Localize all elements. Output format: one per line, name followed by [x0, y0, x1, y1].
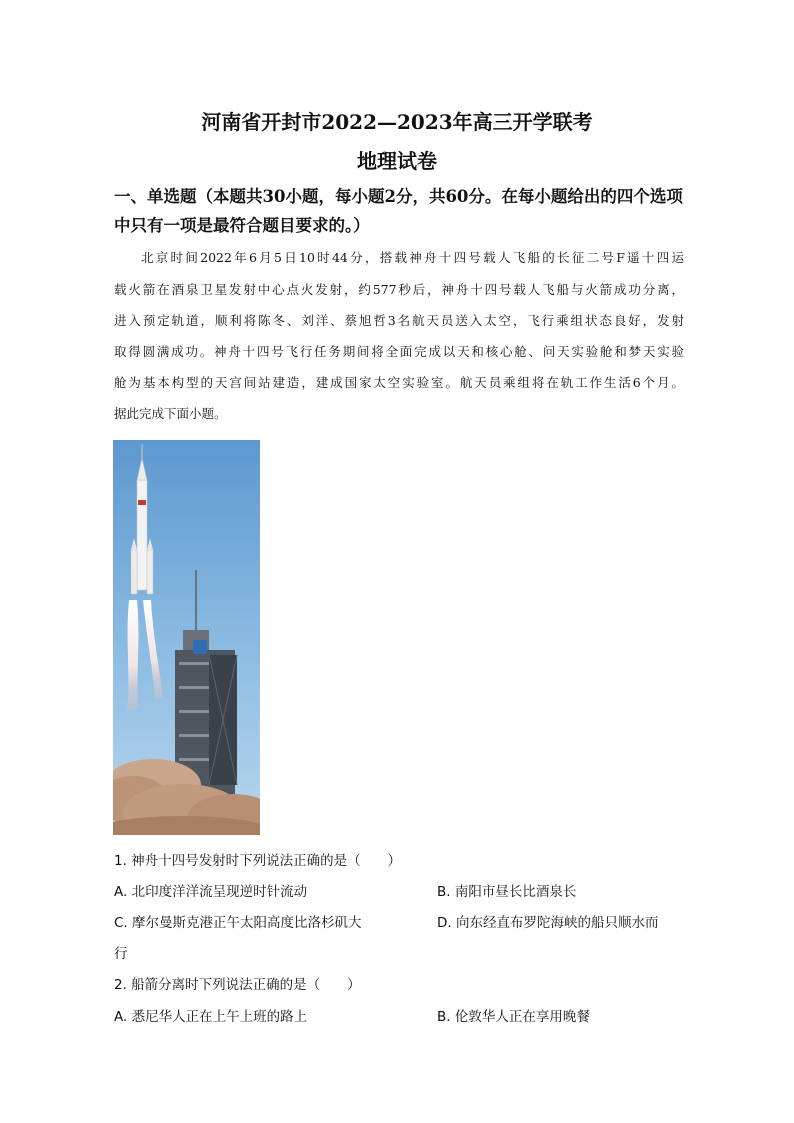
question-1-option-b[interactable]: B. 南阳市昼长比酒泉长	[437, 884, 577, 900]
question-2-option-b[interactable]: B. 伦敦华人正在享用晚餐	[437, 1009, 590, 1025]
passage-line-1: 北京时间2022年6月5日10时44分，搭载神舟十四号载人飞船的长征二号F遥十四运	[141, 250, 684, 265]
page-subtitle: 地理试卷	[357, 149, 437, 173]
passage-line-5: 舱为基本构型的天宫间站建造，建成国家太空实验室。航天员乘组将在轨工作生活6个月。	[114, 375, 684, 390]
passage-line-4: 取得圆满成功。神舟十四号飞行任务期间将全面完成以天和核心舱、问天实验舱和梦天实验	[114, 344, 684, 359]
question-1-stem: 1. 神舟十四号发射时下列说法正确的是（ ）	[114, 853, 402, 869]
rocket-launch-photo-icon	[113, 440, 260, 835]
question-2-stem: 2. 船箭分离时下列说法正确的是（ ）	[114, 977, 361, 993]
passage-line-3: 进入预定轨道，顺利将陈冬、刘洋、蔡旭哲3名航天员送入太空，飞行乘组状态良好，发射	[114, 313, 684, 328]
question-1-option-d[interactable]: D. 向东经直布罗陀海峡的船只顺水而	[437, 915, 659, 931]
passage-line-2: 载火箭在酒泉卫星发射中心点火发射，约577秒后，神舟十四号载人飞船与火箭成功分离，	[114, 282, 684, 297]
question-1-option-d-continued: 行	[114, 946, 128, 962]
question-2-option-a[interactable]: A. 悉尼华人正在上午上班的路上	[114, 1009, 308, 1025]
question-1-option-c[interactable]: C. 摩尔曼斯克港正午太阳高度比洛杉矶大	[114, 915, 362, 931]
page-title: 河南省开封市2022—2023年高三开学联考	[201, 110, 593, 134]
passage-line-6: 据此完成下面小题。	[114, 406, 227, 421]
question-1-option-a[interactable]: A. 北印度洋洋流呈现逆时针流动	[114, 884, 308, 900]
section-heading-line-2: 中只有一项是最符合题目要求的。）	[114, 216, 370, 235]
section-heading-line-1: 一、单选题（本题共30小题，每小题2分，共60分。在每小题给出的四个选项	[114, 187, 683, 206]
